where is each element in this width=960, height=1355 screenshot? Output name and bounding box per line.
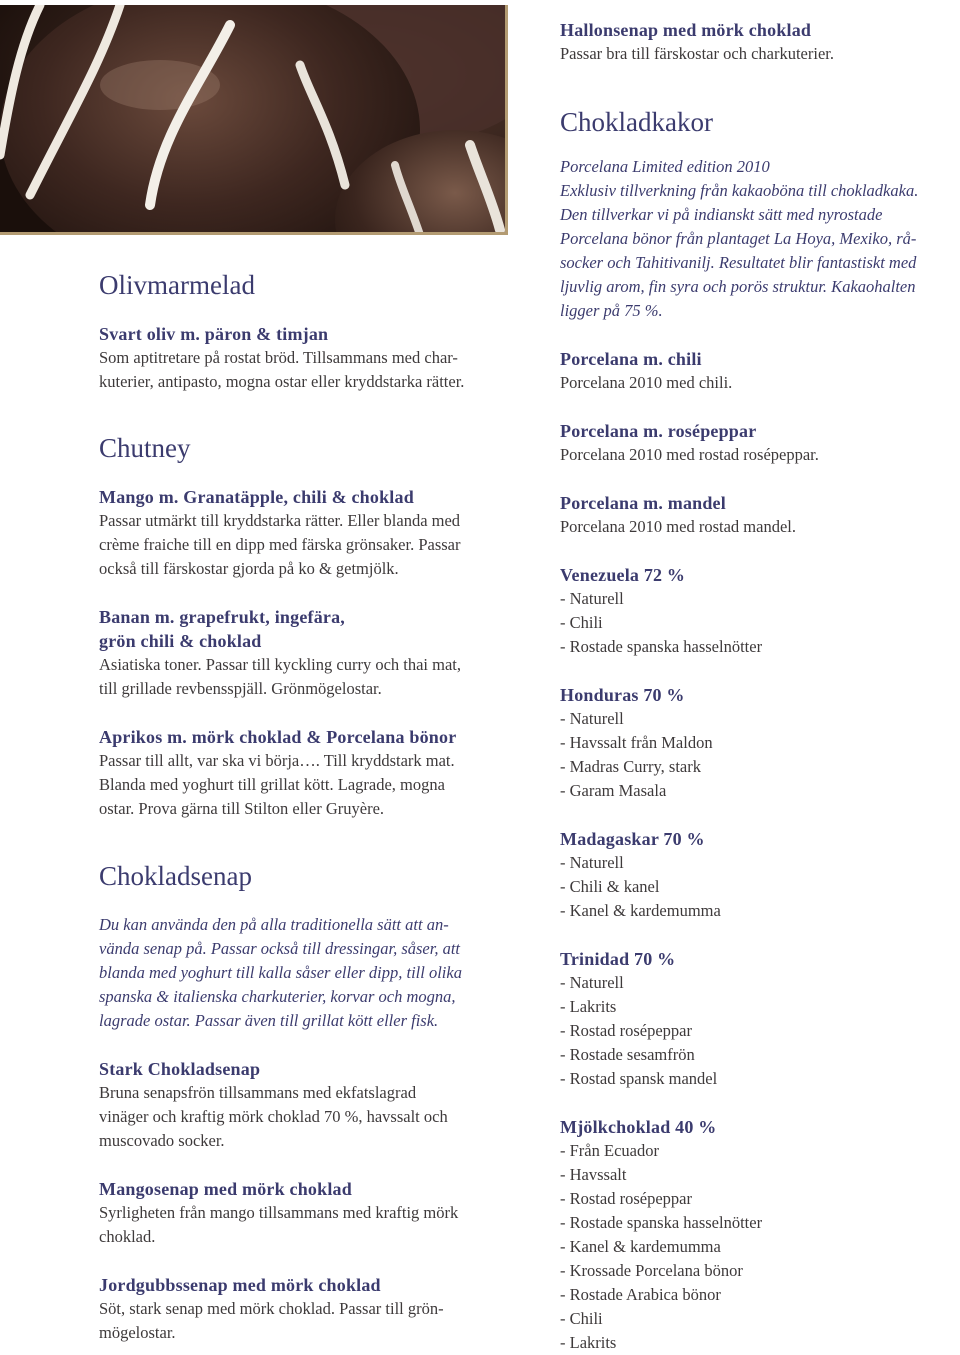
section-title-olivmarmelad: Olivmarmelad [99, 270, 255, 300]
item-desc: - Naturell - Chili - Rostade spanska hasselnötter [560, 589, 763, 656]
item-name: Mango m. Granatäpple, chili & choklad [99, 487, 414, 507]
item-name: Venezuela 72 % [560, 565, 686, 585]
item-desc: Söt, stark senap med mörk choklad. Passar till grön- mögelostar. [99, 1299, 444, 1342]
chokladkakor-intro: Porcelana Limited edition 2010 Exklusiv tillverkning från kakaoböna till chokladkaka. Den tillverkar vi på indianskt sätt med nyrostade Porcelana bönor från plantaget La Hoya, Mexiko, rå- socker och Tahitivanilj. Resultatet blir fantastiskt med ljuvlig arom, fin syra och porös struktur. Kakaohalten ligger på 75 %. [560, 157, 919, 320]
item-desc: - Från Ecuador - Havssalt - Rostad rosépeppar - Rostade spanska hasselnötter - Kanel & kardemumma - Krossade Porcelana bönor - Rostade Arabica bönor - Chili - Lakrits [560, 1141, 763, 1352]
section-title-chutney: Chutney [99, 433, 191, 463]
item-name: Hallonsenap med mörk choklad [560, 20, 812, 40]
item-desc: Passar bra till färskostar och charkuterier. [560, 44, 834, 63]
item-desc: - Naturell - Havssalt från Maldon - Madras Curry, stark - Garam Masala [560, 709, 713, 800]
item-desc: Passar till allt, var ska vi börja…. Till kryddstark mat. Blanda med yoghurt till grillat kött. Lagrade, mogna ostar. Prova gärna till Stilton eller Gruyère. [99, 751, 455, 818]
item-desc: Porcelana 2010 med rostad rosépeppar. [560, 445, 819, 464]
item-name: Trinidad 70 % [560, 949, 676, 969]
item-name: Banan m. grapefrukt, ingefära, grön chili & choklad [99, 607, 345, 651]
left-column [99, 268, 519, 1345]
right-column [560, 18, 960, 1355]
item-desc: - Naturell - Lakrits - Rostad rosépeppar - Rostade sesamfrön - Rostad spansk mandel [560, 973, 718, 1088]
item-desc: Syrligheten från mango tillsammans med kraftig mörk choklad. [99, 1203, 459, 1246]
chocolate-bar-list [560, 323, 960, 1355]
item-name: Svart oliv m. päron & timjan [99, 324, 329, 344]
item-name: Jordgubbssenap med mörk choklad [99, 1275, 381, 1295]
chocolate-truffle-illustration [0, 5, 508, 235]
item-name: Madagaskar 70 % [560, 829, 705, 849]
chocolate-truffle-photo [0, 5, 508, 235]
item-name: Honduras 70 % [560, 685, 685, 705]
item-name: Porcelana m. rosépeppar [560, 421, 757, 441]
item-name: Porcelana m. mandel [560, 493, 726, 513]
section-title-chokladsenap: Chokladsenap [99, 861, 252, 891]
item-desc: Porcelana 2010 med rostad mandel. [560, 517, 796, 536]
section-title-chokladkakor: Chokladkakor [560, 107, 713, 137]
item-desc: Passar utmärkt till kryddstarka rätter. Eller blanda med crème fraiche till en dipp med färska grönsaker. Passar också till färskostar gjorda på ko & getmjölk. [99, 511, 461, 578]
item-desc: - Naturell - Chili & kanel - Kanel & kardemumma [560, 853, 721, 920]
item-desc: Bruna senapsfrön tillsammans med ekfatslagrad vinäger och kraftig mörk choklad 70 %, havssalt och muscovado socker. [99, 1083, 448, 1150]
item-name: Porcelana m. chili [560, 349, 702, 369]
photo-frame-right [505, 5, 508, 235]
photo-frame-bottom [0, 232, 508, 235]
item-name: Mangosenap med mörk choklad [99, 1179, 352, 1199]
chokladsenap-intro: Du kan använda den på alla traditionella sätt att an- vända senap på. Passar också till dressingar, såser, att blanda med yoghurt till kalla såser eller dipp, till olika spanska & italienska charkuterier, korvar och mogna, lagrade ostar. Passar även till grillat kött eller fisk. [99, 915, 462, 1030]
item-desc: Som aptitretare på rostat bröd. Tillsammans med char- kuterier, antipasto, mogna ostar eller kryddstarka rätter. [99, 348, 465, 391]
item-name: Stark Chokladsenap [99, 1059, 261, 1079]
item-desc: Asiatiska toner. Passar till kyckling curry och thai mat, till grillade revbensspjäll. Grönmögelostar. [99, 655, 462, 698]
item-desc: Porcelana 2010 med chili. [560, 373, 733, 392]
item-name: Aprikos m. mörk choklad & Porcelana bönor [99, 727, 457, 747]
item-name: Mjölkchoklad 40 % [560, 1117, 717, 1137]
